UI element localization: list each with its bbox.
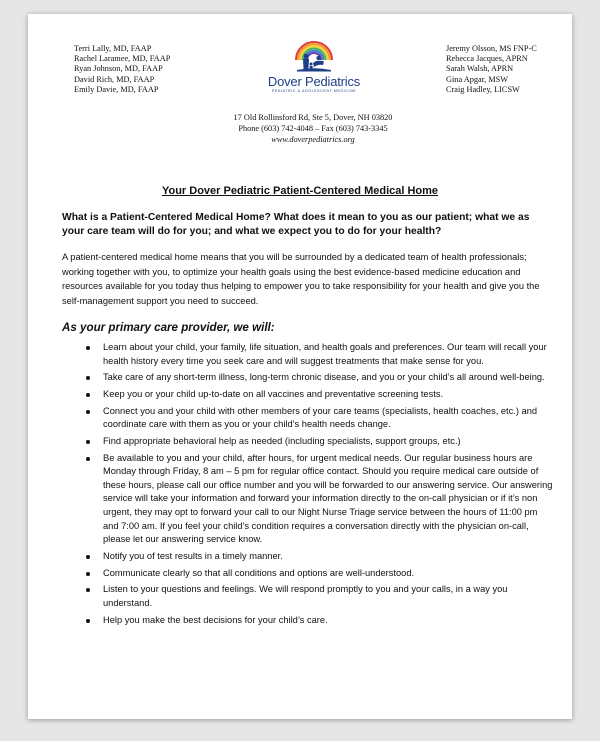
- list-item: Connect you and your child with other members of your care teams (specialists, health coaches, etc.) and coordinate care with them as you or your child’s health needs change.: [86, 405, 554, 432]
- staff-name: Jeremy Olsson, MS FNP-C: [446, 44, 537, 53]
- staff-name: Gina Apgar, MSW: [446, 74, 509, 84]
- staff-name: Sarah Walsh, APRN: [446, 64, 514, 74]
- list-item: Listen to your questions and feelings. We will respond promptly to you and your calls, in a way you understand.: [86, 583, 554, 610]
- right-staff-list: [446, 44, 537, 95]
- website-link[interactable]: www.doverpediatrics.org: [271, 135, 355, 144]
- intro-question: What is a Patient-Centered Medical Home? What does it mean to you as our patient; what we as your care team will do for you; and what we expect you to do for your health?: [62, 212, 530, 237]
- section-heading: As your primary care provider, we will:: [62, 321, 275, 334]
- staff-name: Craig Hadley, LICSW: [446, 84, 520, 94]
- list-item: Communicate clearly so that all conditions and options are well-understood.: [86, 567, 554, 581]
- list-item: Keep you or your child up-to-date on all vaccines and preventative screening tests.: [86, 388, 554, 402]
- list-item: Be available to you and your child, after hours, for urgent medical needs. Our regular business hours are Monday through Friday, 8 am – 5 pm for regular office contact. Should you require medical care outside of these hours, please call our office number and you will be forwarded to our answering service. Our answering service will take your information and forward your information directly to the on-call physician or if it’s non urgent, they may opt to forward your call to our Night Nurse Triage service between the hours of 11:00 pm and 7:00 am. If you feel your child’s condition requires a conversation directly with the physician on-call, please let our answering service know.: [86, 452, 554, 547]
- left-staff-list: [74, 44, 170, 95]
- bullet-icon: [86, 346, 90, 350]
- intro-paragraph: A patient-centered medical home means that you will be surrounded by a dedicated team of health professionals; working together with you, to optimize your health goals using the best evidence-based medicine education and resources available for you today thus helping to empower you to take responsibility for your health and give you the self-management support you need to succeed.: [62, 252, 540, 306]
- commitments-list: [86, 341, 554, 630]
- document-page: [28, 14, 572, 719]
- bullet-icon: [86, 440, 90, 444]
- list-item: Learn about your child, your family, life situation, and health goals and preferences. Our team will recall your health history every time you seek care and will suggest treatments that make sense for you.: [86, 341, 554, 368]
- dover-pediatrics-logo: [264, 39, 364, 93]
- phone-fax: Phone (603) 742-4048 – Fax (603) 743-3345: [238, 124, 388, 133]
- staff-name: Terri Lally, MD, FAAP: [74, 44, 152, 53]
- brand-subtitle: PEDIATRIC & ADOLESCENT MEDICINE: [271, 89, 357, 93]
- bullet-icon: [86, 410, 90, 414]
- rainbow-family-logo-icon: [291, 39, 337, 73]
- street-address: 17 Old Rollinsford Rd, Ste 5, Dover, NH 03820: [233, 113, 393, 122]
- brand-name: Dover Pediatrics: [267, 74, 361, 89]
- staff-name: Ryan Johnson, MD, FAAP: [74, 64, 163, 74]
- bullet-icon: [86, 588, 90, 592]
- staff-name: Emily Davie, MD, FAAP: [74, 84, 159, 94]
- document-title: Your Dover Pediatric Patient-Centered Medical Home: [161, 185, 439, 197]
- bullet-icon: [86, 457, 90, 461]
- staff-name: David Rich, MD, FAAP: [74, 74, 155, 84]
- list-item: Help you make the best decisions for your child’s care.: [86, 614, 554, 628]
- bullet-icon: [86, 376, 90, 380]
- staff-name: Rachel Laramee, MD, FAAP: [74, 54, 171, 64]
- bullet-icon: [86, 572, 90, 576]
- list-item: Notify you of test results in a timely manner.: [86, 550, 554, 564]
- bullet-icon: [86, 619, 90, 623]
- practice-address-block: [178, 112, 448, 145]
- list-item: Find appropriate behavioral help as needed (including specialists, support groups, etc.): [86, 435, 554, 449]
- list-item: Take care of any short-term illness, long-term chronic disease, and you or your child’s all around well-being.: [86, 371, 554, 385]
- bullet-icon: [86, 555, 90, 559]
- bullet-icon: [86, 393, 90, 397]
- staff-name: Rebecca Jacques, APRN: [446, 54, 528, 64]
